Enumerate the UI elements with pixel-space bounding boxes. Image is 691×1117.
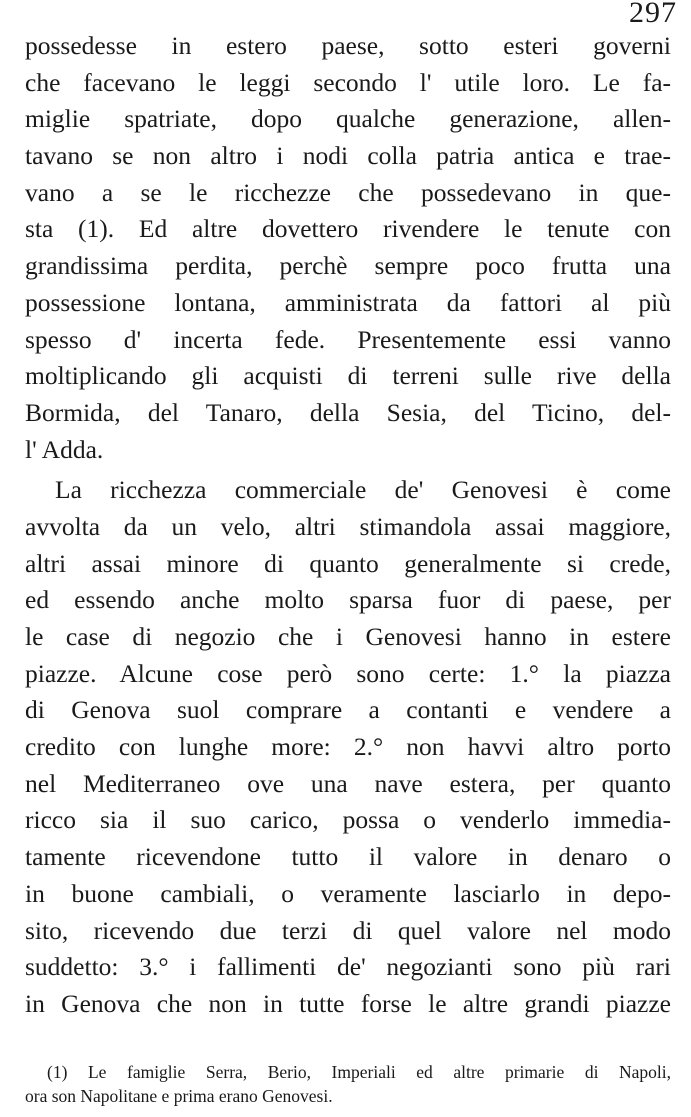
- text-line: La ricchezza commerciale de' Genovesi è come: [55, 475, 671, 505]
- text-line: di Genova suol comprare a contanti e vendere a: [25, 695, 671, 725]
- text-line: in buone cambiali, o veramente lasciarlo in depo-: [25, 878, 671, 908]
- paragraph-2: [25, 472, 671, 1022]
- text-line: sito, ricevendo due terzi di quel valore nel modo: [25, 915, 671, 945]
- text-line: tavano se non altro i nodi colla patria antica e trae-: [25, 141, 671, 171]
- text-line: in Genova che non in tutte forse le altre grandi piazze: [25, 988, 671, 1018]
- text-line: miglie spatriate, dopo qualche generazione, allen-: [25, 104, 671, 134]
- text-line: possessione lontana, amministrata da fattori al più: [25, 287, 671, 317]
- text-line: suddetto: 3.° i fallimenti de' negozianti sono più rari: [25, 952, 671, 982]
- text-line: spesso d' incerta fede. Presentemente essi vanno: [25, 324, 671, 354]
- text-line: credito con lunghe more: 2.° non havvi altro porto: [25, 732, 671, 762]
- text-line: l' Adda.: [25, 434, 104, 464]
- text-line: le case di negozio che i Genovesi hanno in estere: [25, 622, 671, 651]
- page-number: 297: [629, 0, 677, 29]
- text-line: sta (1). Ed altre dovettero rivendere le tenute con: [25, 214, 671, 244]
- text-line: possedesse in estero paese, sotto esteri governi: [25, 31, 671, 60]
- text-line: grandissima perdita, perchè sempre poco frutta una: [25, 251, 671, 281]
- text-line: piazze. Alcune cose però sono certe: 1.° la piazza: [25, 658, 671, 688]
- text-line: moltiplicando gli acquisti di terreni sulle rive della: [25, 361, 671, 391]
- text-line: ed essendo anche molto sparsa fuor di paese, per: [25, 585, 671, 615]
- text-line: tamente ricevendone tutto il valore in denaro o: [25, 842, 671, 872]
- body-text: [25, 28, 671, 1023]
- paragraph-1: [25, 28, 671, 468]
- footnote-line: ora son Napolitane e prima erano Genovesi.: [25, 1086, 333, 1106]
- text-line: vano a se le ricchezze che possedevano in que-: [25, 177, 671, 207]
- footnotes: [25, 1060, 671, 1108]
- text-line: Bormida, del Tanaro, della Sesia, del Ticino, del-: [25, 397, 671, 427]
- text-line: ricco sia il suo carico, possa o venderlo immedia-: [25, 805, 671, 835]
- text-line: altri assai minore di quanto generalmente si crede,: [25, 548, 671, 578]
- text-line: che facevano le leggi secondo l' utile loro. Le fa-: [25, 67, 671, 97]
- footnote-line: (1) Le famiglie Serra, Berio, Imperiali ed altre primarie di Napoli,: [47, 1062, 671, 1082]
- text-line: nel Mediterraneo ove una nave estera, per quanto: [25, 768, 671, 798]
- text-line: avvolta da un velo, altri stimandola assai maggiore,: [25, 511, 671, 541]
